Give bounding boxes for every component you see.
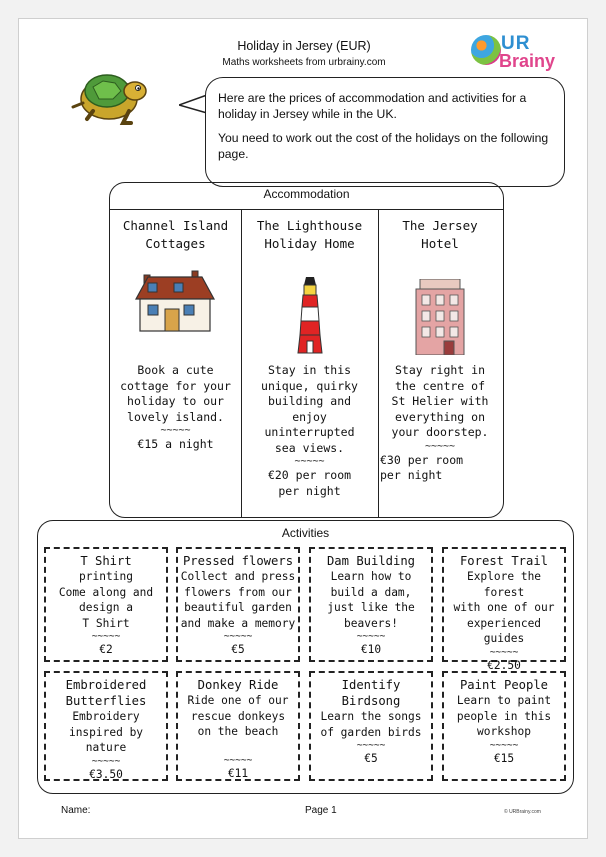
urbrainy-logo <box>471 33 571 73</box>
globe-icon <box>471 35 501 65</box>
price: €15 a night <box>137 437 214 451</box>
page-title: Holiday in Jersey (EUR) <box>237 39 371 53</box>
accommodation-section <box>109 182 504 518</box>
separator: ~~~~~ <box>160 425 191 436</box>
activity-name: T Shirt <box>80 554 132 568</box>
activity-name: Pressed flowers <box>182 554 294 568</box>
activity-price: €11 <box>227 766 249 780</box>
activity-card: Forest Trail Explore the forest with one of our experienced guides ~~~~~ €2.50 <box>442 547 566 662</box>
activity-card: Pressed flowers Collect and press flowers from our beautiful garden and make a memory ~~~~~ €5 <box>176 547 300 662</box>
accommodation-hotel <box>378 209 502 517</box>
logo-text-brainy: Brainy <box>499 51 556 71</box>
activity-name: Dam Building <box>326 554 416 568</box>
price: €20 per room <box>267 468 352 482</box>
activity-card: T Shirt printing Come along and design a T Shirt ~~~~~ €2 <box>44 547 168 662</box>
activity-card: Dam Building Learn how to build a dam, just like the beavers! ~~~~~ €10 <box>309 547 433 662</box>
name-label: Name: <box>61 805 91 816</box>
separator: ~~~~~ <box>424 440 456 452</box>
accommodation-description: Stay right in the centre of St Helier with everything on your doorstep. ~~~~~ €30 per room per night <box>378 363 502 484</box>
cottage-icon <box>134 261 216 333</box>
activity-price: €2 <box>99 643 113 656</box>
activity-name: Paint People <box>459 678 549 692</box>
accommodation-name: The Jersey Hotel <box>402 218 478 251</box>
intro-line-1: Here are the prices of accommodation and activities for a holiday in Jersey while in the UK. <box>218 91 527 121</box>
turtle-mascot-icon <box>69 61 151 127</box>
activity-price: €2.50 <box>487 658 521 672</box>
activity-price: €5 <box>231 643 245 656</box>
activity-name: Forest Trail <box>459 554 549 568</box>
activity-name: Donkey Ride <box>197 678 279 692</box>
accommodation-description: Book a cute cottage for your holiday to our lovely island. ~~~~~ €15 a night <box>110 363 241 453</box>
price: per night <box>380 468 443 482</box>
lighthouse-icon <box>296 277 324 355</box>
accommodation-lighthouse <box>241 209 378 517</box>
page-number: Page 1 <box>305 805 337 816</box>
activity-price: €15 <box>493 751 515 765</box>
separator: ~~~~~ <box>294 456 325 467</box>
logo-text-ur: UR <box>501 33 531 54</box>
accommodation-description: Stay in this unique, quirky building and enjoy uninterrupted sea views. ~~~~~ €20 per room per night <box>241 363 378 499</box>
activity-card: Embroidered Butterflies Embroidery inspired by nature ~~~~~ €3.50 <box>44 671 168 781</box>
hotel-icon <box>414 279 466 355</box>
activity-name: Identify <box>341 678 401 692</box>
activity-price: €10 <box>360 643 382 656</box>
price: €30 per room <box>380 452 464 467</box>
intro-line-2: You need to work out the cost of the holidays on the following page. <box>218 131 549 161</box>
activity-card: Paint People Learn to paint people in this workshop ~~~~~ €15 <box>442 671 566 781</box>
price: per night <box>278 483 341 498</box>
activity-card: Donkey Ride Ride one of our rescue donkeys on the beach ~~~~~ €11 <box>176 671 300 781</box>
copyright: © URBrainy.com <box>504 809 541 815</box>
activities-title: Activities <box>281 526 330 540</box>
activity-card: Identify Birdsong Learn the songs of garden birds ~~~~~ €5 <box>309 671 433 781</box>
activity-name: Embroidered <box>65 678 147 692</box>
accommodation-cottages <box>110 209 241 517</box>
activity-price: €5 <box>364 752 378 765</box>
worksheet-page <box>18 18 588 839</box>
page-subtitle: Maths worksheets from urbrainy.com <box>222 57 386 68</box>
accommodation-name: Channel Island Cottages <box>122 218 229 251</box>
activity-price: €3.50 <box>89 767 123 781</box>
accommodation-title: Accommodation <box>263 187 350 201</box>
activities-section <box>37 520 574 794</box>
accommodation-name: The Lighthouse Holiday Home <box>256 218 363 251</box>
intro-speech-bubble <box>205 77 565 187</box>
